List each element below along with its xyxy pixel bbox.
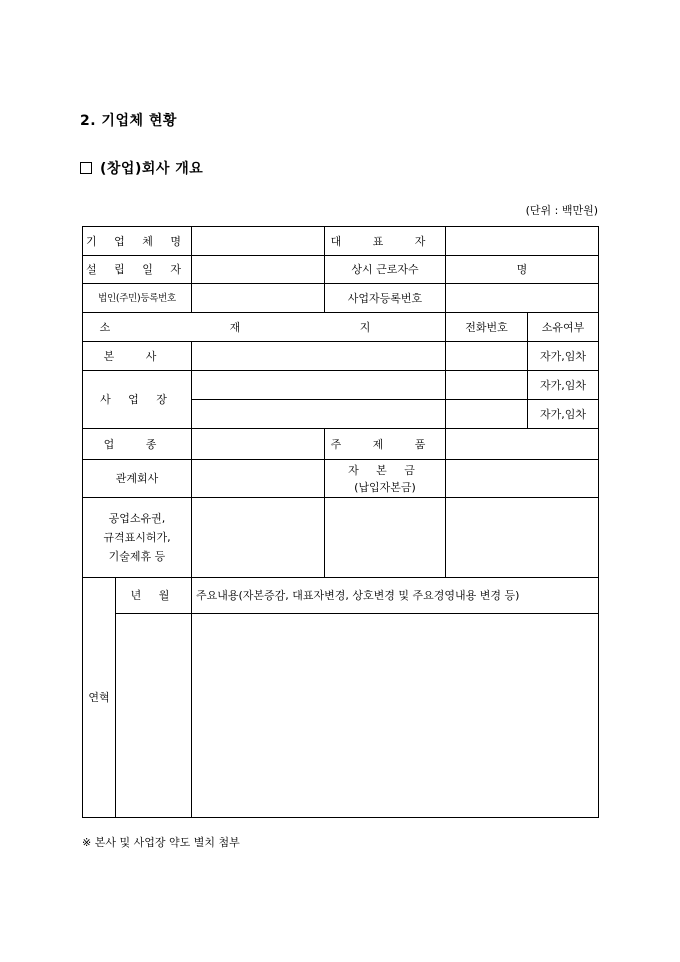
history-date-field[interactable]	[116, 614, 192, 818]
table-row	[83, 614, 599, 818]
ip-label-line: 공업소유권,	[108, 512, 166, 525]
ceo-field[interactable]	[446, 227, 599, 256]
table-row	[83, 460, 599, 498]
capital-label-cell	[325, 460, 446, 498]
checkbox-icon	[80, 162, 92, 174]
footnote: ※ 본사 및 사업장 약도 별치 첨부	[82, 836, 240, 849]
employees-label: 상시 근로자수	[325, 256, 446, 284]
location-label: 소 재 지	[83, 313, 446, 342]
founded-field[interactable]	[192, 256, 325, 284]
sub-title-text: (창업)회사 개요	[100, 161, 204, 177]
table-row	[83, 342, 599, 371]
site-address-field-1[interactable]	[192, 371, 446, 400]
site-ownership-1[interactable]: 자가,임차	[528, 371, 599, 400]
site-ownership-2[interactable]: 자가,임차	[528, 400, 599, 429]
unit-label: (단위 : 백만원)	[525, 204, 598, 217]
table-row	[83, 227, 599, 256]
table-row	[83, 256, 599, 284]
site-address-field-2[interactable]	[192, 400, 446, 429]
ownership-label: 소유여부	[528, 313, 599, 342]
history-content-label: 주요내용(자본증감, 대표자변경, 상호변경 및 주요경영내용 변경 등)	[192, 578, 599, 614]
table-row	[83, 284, 599, 313]
capital-label: 자 본 금	[348, 463, 422, 477]
history-label: 연혁	[83, 578, 116, 818]
table-row	[83, 429, 599, 460]
company-overview-table	[82, 226, 599, 818]
ip-label-line: 기술제휴 등	[108, 550, 166, 563]
industry-field[interactable]	[192, 429, 325, 460]
industry-label: 업 종	[83, 429, 192, 460]
ip-label-line: 규격표시허가,	[103, 531, 171, 544]
hq-phone-field[interactable]	[446, 342, 528, 371]
section-title: 2. 기업체 현황	[80, 113, 177, 129]
company-name-field[interactable]	[192, 227, 325, 256]
phone-label: 전화번호	[446, 313, 528, 342]
main-product-label: 주 제 품	[325, 429, 446, 460]
main-product-field[interactable]	[446, 429, 599, 460]
employees-unit[interactable]: 명	[446, 256, 599, 284]
capital-field[interactable]	[446, 460, 599, 498]
site-label: 사 업 장	[83, 371, 192, 429]
table-row	[83, 371, 599, 400]
table-row	[83, 578, 599, 614]
history-content-field[interactable]	[192, 614, 599, 818]
ip-label-cell	[83, 498, 192, 578]
table-row	[83, 313, 599, 342]
capital-sub-label: (납입자본금)	[354, 480, 416, 494]
biz-reg-field[interactable]	[446, 284, 599, 313]
hq-address-field[interactable]	[192, 342, 446, 371]
ip-field-1[interactable]	[192, 498, 325, 578]
year-month-label: 년 월	[116, 578, 192, 614]
hq-label: 본 사	[83, 342, 192, 371]
hq-ownership[interactable]: 자가,임차	[528, 342, 599, 371]
company-name-label: 기 업 체 명	[83, 227, 192, 256]
founded-label: 설 립 일 자	[83, 256, 192, 284]
site-phone-field-2[interactable]	[446, 400, 528, 429]
biz-reg-label: 사업자등록번호	[325, 284, 446, 313]
corp-reg-field[interactable]	[192, 284, 325, 313]
corp-reg-label: 법인(주민)등록번호	[83, 284, 192, 313]
ip-field-2[interactable]	[325, 498, 446, 578]
table-row	[83, 498, 599, 578]
ip-field-3[interactable]	[446, 498, 599, 578]
affiliates-field[interactable]	[192, 460, 325, 498]
ceo-label: 대 표 자	[325, 227, 446, 256]
sub-title	[80, 158, 203, 178]
site-phone-field-1[interactable]	[446, 371, 528, 400]
affiliates-label: 관계회사	[83, 460, 192, 498]
